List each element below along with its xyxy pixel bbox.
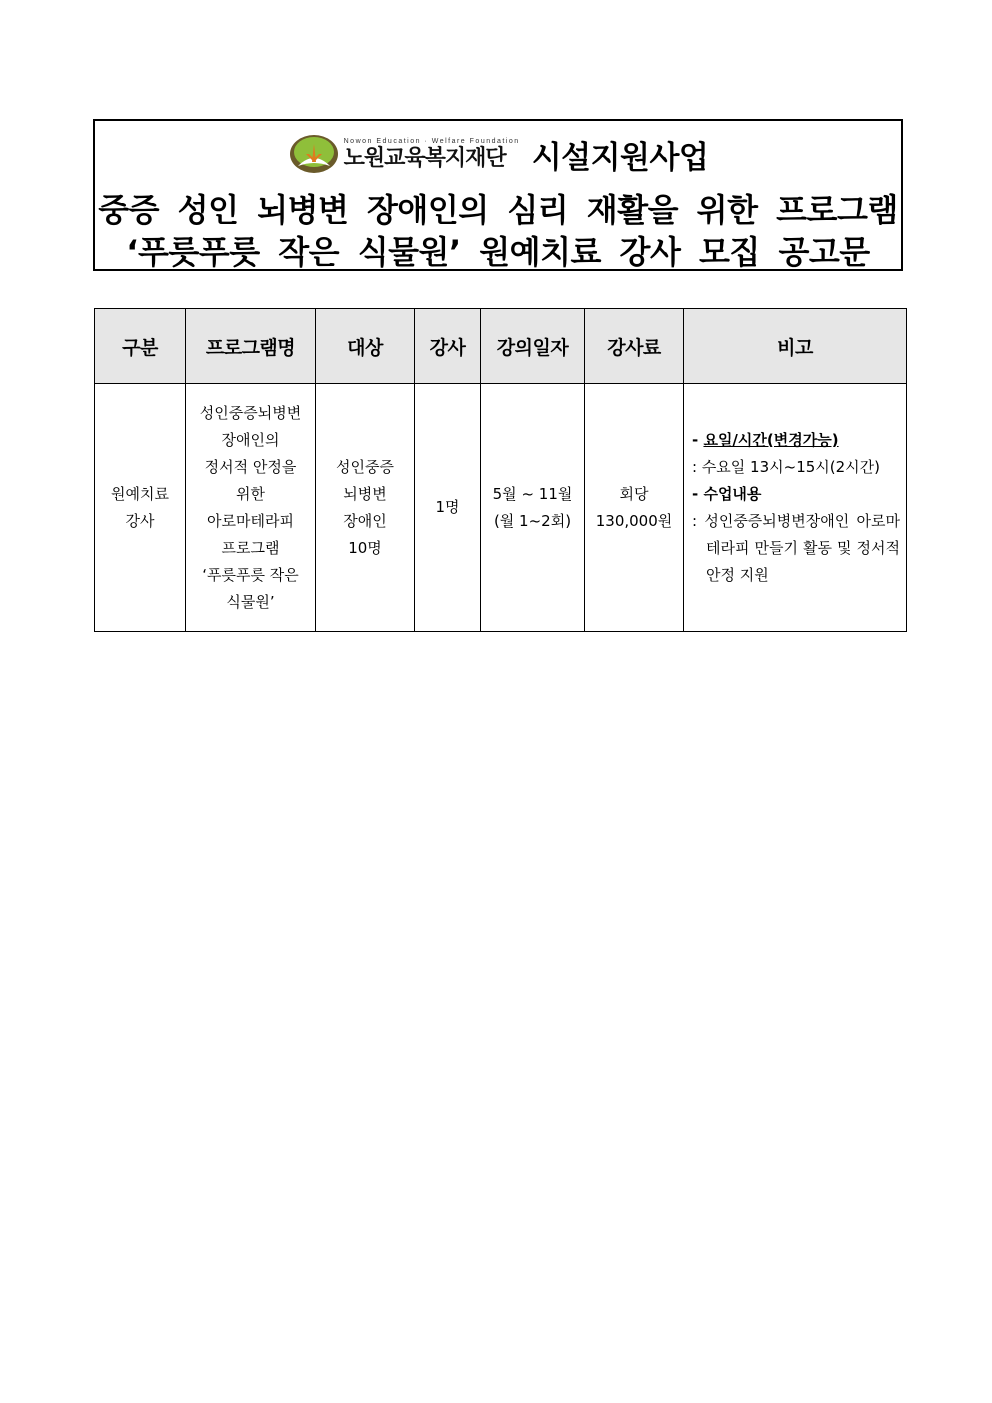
title-line-2: 중증 성인 뇌병변 장애인의 심리 재활을 위한 프로그램 bbox=[98, 191, 898, 229]
cell-target: 성인중증 뇌병변 장애인 10명 bbox=[316, 384, 415, 632]
foundation-logo bbox=[288, 132, 520, 176]
title-line-1 bbox=[95, 129, 901, 179]
column-header-remarks: 비고 bbox=[684, 309, 907, 384]
logo-name-ko: 노원교육복지재단 bbox=[343, 145, 506, 171]
remarks-time-detail: : 수요일 13시~15시(2시간) bbox=[692, 457, 881, 476]
recruitment-table bbox=[94, 308, 907, 632]
cell-instructors: 1명 bbox=[415, 384, 481, 632]
column-header-fee: 강사료 bbox=[585, 309, 684, 384]
title-box bbox=[93, 119, 903, 271]
remarks-content-detail: : 성인중증뇌병변장애인 아로마테라피 만들기 활동 및 정서적 안정 지원 bbox=[692, 511, 900, 584]
logo-name-en: Nowon Education · Welfare Foundation bbox=[343, 137, 520, 145]
column-header-schedule: 강의일자 bbox=[481, 309, 585, 384]
cell-category: 원예치료 강사 bbox=[95, 384, 186, 632]
column-header-category: 구분 bbox=[95, 309, 186, 384]
table-row bbox=[95, 384, 907, 632]
cell-fee: 회당 130,000원 bbox=[585, 384, 684, 632]
column-header-instructors: 강사 bbox=[415, 309, 481, 384]
table-header-row bbox=[95, 309, 907, 384]
column-header-program-name: 프로그램명 bbox=[186, 309, 316, 384]
cell-remarks bbox=[684, 384, 907, 632]
remarks-content-heading: - 수업내용 bbox=[692, 484, 762, 503]
cell-schedule: 5월 ~ 11월 (월 1~2회) bbox=[481, 384, 585, 632]
foundation-logo-mark-icon bbox=[288, 132, 340, 176]
title-line-3: ‘푸릇푸릇 작은 식물원’ 원예치료 강사 모집 공고문 bbox=[126, 233, 870, 271]
column-header-target: 대상 bbox=[316, 309, 415, 384]
cell-program-name: 성인중증뇌병변 장애인의 정서적 안정을 위한 아로마테라피 프로그램 ‘푸릇푸릇 작은 식물원’ bbox=[186, 384, 316, 632]
remarks-time-heading: - 요일/시간(변경가능) bbox=[692, 430, 839, 449]
title-program-type: 시설지원사업 bbox=[531, 139, 709, 176]
